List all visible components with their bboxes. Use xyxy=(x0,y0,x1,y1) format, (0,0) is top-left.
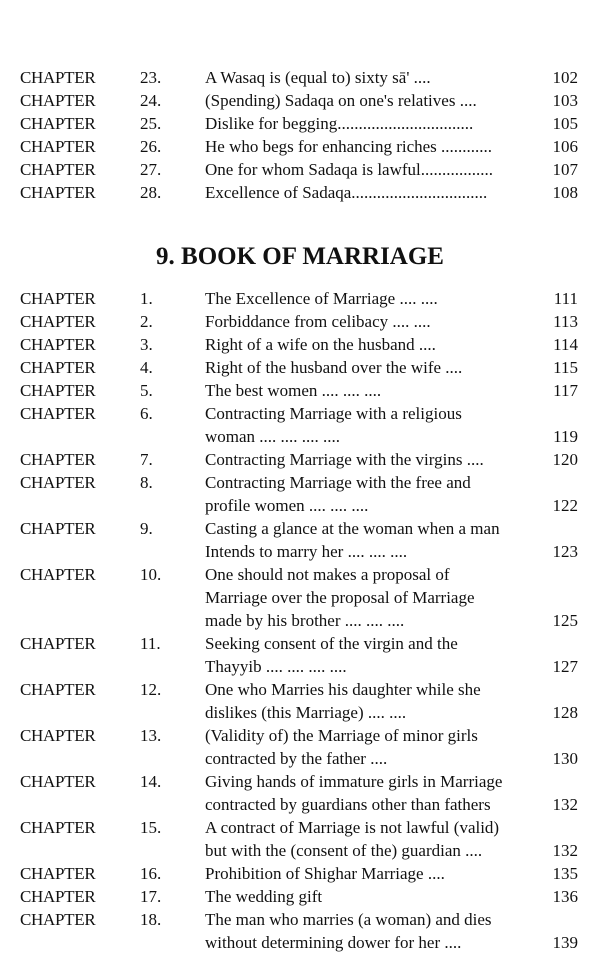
page-number: 128 xyxy=(552,703,578,722)
page-number: 132 xyxy=(552,795,578,814)
chapter-title-line: Thayyib .... .... .... .... xyxy=(205,657,347,676)
chapter-number: 16. xyxy=(140,864,162,883)
chapter-title-line: A Wasaq is (equal to) sixty sā' .... xyxy=(205,68,431,87)
chapter-title xyxy=(205,66,525,89)
toc-entry xyxy=(0,112,600,135)
chapter-number: 11. xyxy=(140,634,161,653)
page-number: 102 xyxy=(552,68,578,87)
chapter-title-line: Contracting Marriage with a religious xyxy=(205,404,462,423)
chapter-number: 10. xyxy=(140,565,162,584)
chapter-label: CHAPTER xyxy=(20,726,96,745)
chapter-title-line: Right of the husband over the wife .... xyxy=(205,358,463,377)
toc-entry xyxy=(0,66,600,89)
chapter-title-line: He who begs for enhancing riches ............ xyxy=(205,137,493,156)
page-number: 132 xyxy=(552,841,578,860)
toc-entry xyxy=(0,908,600,954)
page-number: 106 xyxy=(552,137,578,156)
page-number: 115 xyxy=(553,358,578,377)
chapter-title xyxy=(205,770,525,816)
chapter-label: CHAPTER xyxy=(20,183,96,202)
toc-entry xyxy=(0,89,600,112)
chapter-title-line: but with the (consent of the) guardian .... xyxy=(205,841,483,860)
chapter-title-line: Forbiddance from celibacy .... .... xyxy=(205,312,431,331)
chapter-title-line: contracted by the father .... xyxy=(205,749,388,768)
toc-entry xyxy=(0,862,600,885)
page-number: 119 xyxy=(553,427,578,446)
chapter-number: 15. xyxy=(140,818,162,837)
chapter-number: 23. xyxy=(140,68,162,87)
chapter-number: 9. xyxy=(140,519,153,538)
chapter-label: CHAPTER xyxy=(20,68,96,87)
chapter-number: 2. xyxy=(140,312,153,331)
chapter-title-line: The Excellence of Marriage .... .... xyxy=(205,289,438,308)
toc-entry xyxy=(0,333,600,356)
chapter-title xyxy=(205,181,525,204)
chapter-title-line: contracted by guardians other than fathers xyxy=(205,795,491,814)
chapter-label: CHAPTER xyxy=(20,335,96,354)
toc-entry xyxy=(0,770,600,816)
page-number: 125 xyxy=(552,611,578,630)
page-number: 139 xyxy=(552,933,578,952)
chapter-title xyxy=(205,816,525,862)
chapter-label: CHAPTER xyxy=(20,565,96,584)
toc-entry xyxy=(0,181,600,204)
chapter-title xyxy=(205,135,525,158)
chapter-title xyxy=(205,333,525,356)
chapter-label: CHAPTER xyxy=(20,114,96,133)
chapter-number: 12. xyxy=(140,680,162,699)
chapter-label: CHAPTER xyxy=(20,358,96,377)
chapter-title-line: One should not makes a proposal of xyxy=(205,565,450,584)
toc-entry xyxy=(0,310,600,333)
chapter-label: CHAPTER xyxy=(20,137,96,156)
toc-entry xyxy=(0,517,600,563)
chapter-title xyxy=(205,402,525,448)
chapter-number: 18. xyxy=(140,910,162,929)
chapter-number: 27. xyxy=(140,160,162,179)
chapter-label: CHAPTER xyxy=(20,519,96,538)
chapter-title-line: Excellence of Sadaqa................................ xyxy=(205,183,488,202)
toc-entry xyxy=(0,816,600,862)
chapter-title xyxy=(205,112,525,135)
chapter-title-line: Marriage over the proposal of Marriage xyxy=(205,588,475,607)
chapter-title-line: made by his brother .... .... .... xyxy=(205,611,405,630)
chapter-title-line: Seeking consent of the virgin and the xyxy=(205,634,458,653)
chapter-title-line: profile women .... .... .... xyxy=(205,496,369,515)
page-number: 108 xyxy=(552,183,578,202)
section-heading: 9. BOOK OF MARRIAGE xyxy=(156,243,444,270)
chapter-label: CHAPTER xyxy=(20,910,96,929)
chapter-number: 3. xyxy=(140,335,153,354)
chapter-number: 1. xyxy=(140,289,153,308)
chapter-title-line: Casting a glance at the woman when a man xyxy=(205,519,500,538)
page-number: 135 xyxy=(552,864,578,883)
toc-entry xyxy=(0,402,600,448)
chapter-title xyxy=(205,89,525,112)
chapter-title-line: A contract of Marriage is not lawful (valid) xyxy=(205,818,500,837)
chapter-label: CHAPTER xyxy=(20,887,96,906)
chapter-number: 25. xyxy=(140,114,162,133)
toc-entry xyxy=(0,885,600,908)
chapter-number: 8. xyxy=(140,473,153,492)
chapter-label: CHAPTER xyxy=(20,160,96,179)
toc-entry xyxy=(0,379,600,402)
chapter-label: CHAPTER xyxy=(20,91,96,110)
toc-entry xyxy=(0,448,600,471)
page-number: 117 xyxy=(553,381,578,400)
chapter-title-line: One for whom Sadaqa is lawful................. xyxy=(205,160,494,179)
toc-entry xyxy=(0,135,600,158)
chapter-number: 17. xyxy=(140,887,162,906)
chapter-title-line: without determining dower for her .... xyxy=(205,933,462,952)
chapter-title-line: Prohibition of Shighar Marriage .... xyxy=(205,864,445,883)
toc-entry xyxy=(0,632,600,678)
chapter-title-line: The best women .... .... .... xyxy=(205,381,382,400)
chapter-title xyxy=(205,379,525,402)
page-number: 111 xyxy=(553,289,578,308)
chapter-title-line: Giving hands of immature girls in Marriage xyxy=(205,772,503,791)
toc-entry xyxy=(0,471,600,517)
chapter-title xyxy=(205,448,525,471)
chapter-title-line: Contracting Marriage with the free and xyxy=(205,473,471,492)
chapter-number: 6. xyxy=(140,404,153,423)
page-number: 107 xyxy=(552,160,578,179)
page-number: 103 xyxy=(552,91,578,110)
chapter-title-line: woman .... .... .... .... xyxy=(205,427,341,446)
chapter-label: CHAPTER xyxy=(20,312,96,331)
chapter-title-line: One who Marries his daughter while she xyxy=(205,680,481,699)
toc-list-zakat xyxy=(0,66,600,204)
chapter-label: CHAPTER xyxy=(20,450,96,469)
chapter-title xyxy=(205,287,525,310)
chapter-title xyxy=(205,908,525,954)
chapter-title xyxy=(205,356,525,379)
chapter-title xyxy=(205,632,525,678)
chapter-number: 26. xyxy=(140,137,162,156)
chapter-title-line: Dislike for begging................................ xyxy=(205,114,474,133)
chapter-title xyxy=(205,885,525,908)
toc-entry xyxy=(0,287,600,310)
chapter-number: 14. xyxy=(140,772,162,791)
chapter-title-line: Contracting Marriage with the virgins .... xyxy=(205,450,484,469)
chapter-label: CHAPTER xyxy=(20,680,96,699)
chapter-title-line: (Spending) Sadaqa on one's relatives .... xyxy=(205,91,477,110)
chapter-number: 28. xyxy=(140,183,162,202)
chapter-label: CHAPTER xyxy=(20,473,96,492)
chapter-number: 7. xyxy=(140,450,153,469)
chapter-number: 4. xyxy=(140,358,153,377)
toc-entry xyxy=(0,563,600,632)
toc-entry xyxy=(0,724,600,770)
chapter-title xyxy=(205,158,525,181)
chapter-title-line: The man who marries (a woman) and dies xyxy=(205,910,492,929)
chapter-number: 24. xyxy=(140,91,162,110)
page-number: 130 xyxy=(552,749,578,768)
chapter-title-line: Right of a wife on the husband .... xyxy=(205,335,436,354)
page-number: 120 xyxy=(552,450,578,469)
chapter-title-line: dislikes (this Marriage) .... .... xyxy=(205,703,407,722)
chapter-label: CHAPTER xyxy=(20,289,96,308)
chapter-title xyxy=(205,471,525,517)
chapter-title xyxy=(205,724,525,770)
page-number: 105 xyxy=(552,114,578,133)
toc-entry xyxy=(0,158,600,181)
chapter-title-line: The wedding gift xyxy=(205,887,323,906)
chapter-title xyxy=(205,678,525,724)
chapter-title xyxy=(205,563,525,632)
chapter-label: CHAPTER xyxy=(20,772,96,791)
chapter-number: 5. xyxy=(140,381,153,400)
chapter-title-line: (Validity of) the Marriage of minor girls xyxy=(205,726,478,745)
chapter-label: CHAPTER xyxy=(20,864,96,883)
chapter-label: CHAPTER xyxy=(20,634,96,653)
page-number: 136 xyxy=(552,887,578,906)
chapter-label: CHAPTER xyxy=(20,818,96,837)
page-number: 114 xyxy=(553,335,578,354)
chapter-label: CHAPTER xyxy=(20,381,96,400)
chapter-title xyxy=(205,862,525,885)
page-number: 122 xyxy=(552,496,578,515)
page-number: 113 xyxy=(553,312,578,331)
toc-entry xyxy=(0,356,600,379)
toc-list-marriage xyxy=(0,287,600,954)
chapter-label: CHAPTER xyxy=(20,404,96,423)
chapter-number: 13. xyxy=(140,726,162,745)
toc-entry xyxy=(0,678,600,724)
chapter-title xyxy=(205,517,525,563)
chapter-title-line: Intends to marry her .... .... .... xyxy=(205,542,408,561)
page-number: 123 xyxy=(552,542,578,561)
page-number: 127 xyxy=(552,657,578,676)
chapter-title xyxy=(205,310,525,333)
